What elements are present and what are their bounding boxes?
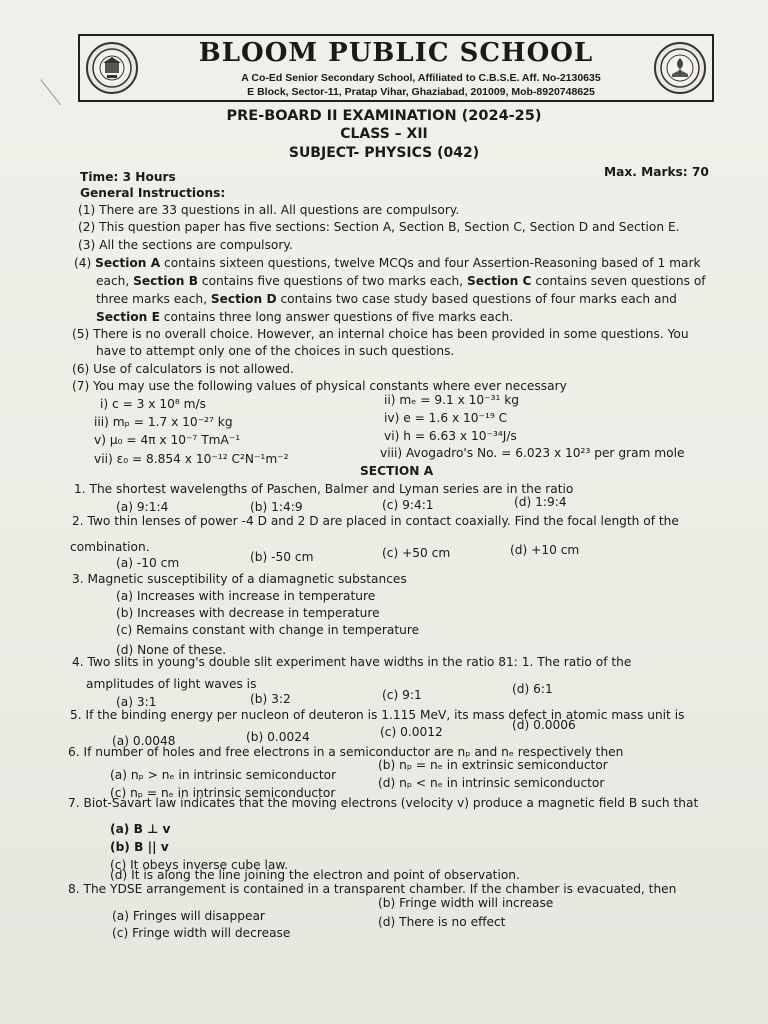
constant-c: i) c = 3 x 10⁸ m/s [100,397,206,411]
q8-option-d: (d) There is no effect [378,915,506,929]
constant-e: iv) e = 1.6 x 10⁻¹⁹ C [384,411,508,425]
question-2-line-2: combination. [70,540,150,554]
question-6: 6. If number of holes and free electrons in a semiconductor are nₚ and nₑ respectively then [68,745,624,759]
q5-option-b: (b) 0.0024 [246,730,310,744]
q2-option-a: (a) -10 cm [116,556,180,570]
question-3: 3. Magnetic susceptibility of a diamagnetic substances [72,572,407,586]
q6-option-d: (d) nₚ < nₑ in intrinsic semiconductor [378,776,605,790]
constant-eps0: vii) ε₀ = 8.854 x 10⁻¹² C²N⁻¹m⁻² [94,452,289,466]
question-5: 5. If the binding energy per nucleon of deuteron is 1.115 MeV, its mass defect in atomic mass unit is [70,708,685,722]
q1-option-c: (c) 9:4:1 [382,498,434,512]
instruction-7: (7) You may use the following values of physical constants where ever necessary [72,379,567,393]
q3-option-d: (d) None of these. [116,643,227,657]
instruction-4-text-a: contains sixteen questions, twelve MCQs and four Assertion-Reasoning based of 1 mark [160,256,701,270]
section-a-title: SECTION A [360,464,434,478]
class-title: CLASS – XII [340,126,428,142]
q3-option-c: (c) Remains constant with change in temperature [116,623,420,637]
q6-option-c: (c) nₚ = nₑ in intrinsic semiconductor [110,786,336,800]
instruction-4-text-c-post: contains two case study based questions of four marks each and [276,292,677,306]
q1-option-b: (b) 1:4:9 [250,500,303,514]
q3-option-b: (b) Increases with decrease in temperature [116,606,380,620]
school-name: BLOOM PUBLIC SCHOOL [198,38,594,68]
q6-option-a: (a) nₚ > nₑ in intrinsic semiconductor [110,768,337,782]
instruction-4-line-1 [74,256,701,270]
constant-mu0: v) μ₀ = 4π x 10⁻⁷ TmA⁻¹ [94,433,241,447]
question-2-line-1: 2. Two thin lenses of power -4 D and 2 D are placed in contact coaxially. Find the focal length of the [72,514,679,528]
constant-me: ii) mₑ = 9.1 x 10⁻³¹ kg [384,393,520,407]
q5-option-c: (c) 0.0012 [380,725,443,739]
instruction-1: (1) There are 33 questions in all. All questions are compulsory. [78,203,460,217]
q7-option-b: (b) B || v [110,840,169,854]
school-affiliation: A Co-Ed Senior Secondary School, Affiliated to C.B.S.E. Aff. No-2130635 [241,72,601,84]
instruction-4-text-c-pre: three marks each, [96,292,211,306]
school-header [78,34,714,102]
q2-option-c: (c) +50 cm [382,546,451,560]
q8-option-b: (b) Fringe width will increase [378,896,554,910]
q5-option-d: (d) 0.0006 [512,718,576,732]
q4-option-b: (b) 3:2 [250,692,291,706]
exam-title: PRE-BOARD II EXAMINATION (2024-25) [226,108,542,124]
q7-option-a: (a) B ⊥ v [110,822,171,836]
instruction-6: (6) Use of calculators is not allowed. [72,362,294,376]
instruction-4-section-d: Section D [210,292,277,306]
instructions-title: General Instructions: [80,186,226,200]
instruction-4-text-d-post: contains three long answer questions of five marks each. [159,310,514,324]
instruction-3: (3) All the sections are compulsory. [78,238,293,252]
q8-option-a: (a) Fringes will disappear [112,909,265,923]
q1-option-a: (a) 9:1:4 [116,500,169,514]
q6-option-b: (b) nₚ = nₑ in extrinsic semiconductor [378,758,608,772]
q4-option-a: (a) 3:1 [116,695,157,709]
instruction-4-text-b-post: contains seven questions of [531,274,706,288]
instruction-4-section-c: Section C [466,274,532,288]
q2-option-b: (b) -50 cm [250,550,314,564]
q3-option-a: (a) Increases with increase in temperature [116,589,376,603]
max-marks-label: Max. Marks: 70 [604,165,709,179]
question-1: 1. The shortest wavelengths of Paschen, Balmer and Lyman series are in the ratio [74,482,574,496]
q1-option-d: (d) 1:9:4 [514,495,567,509]
instruction-4-section-a: Section A [95,256,161,270]
constant-avogadro: viii) Avogadro's No. = 6.023 x 10²³ per gram mole [380,446,685,460]
question-4-line-2: amplitudes of light waves is [86,677,257,691]
paper-fold-mark [40,67,76,105]
q2-option-d: (d) +10 cm [510,543,580,557]
subject-title: SUBJECT- PHYSICS (042) [288,145,480,161]
instruction-4-line-3 [96,292,677,306]
instruction-5-line-2: have to attempt only one of the choices in such questions. [96,344,455,358]
constant-mp: iii) mₚ = 1.7 x 10⁻²⁷ kg [94,415,233,429]
q7-option-d: (d) It is along the line joining the electron and point of observation. [110,868,520,882]
school-address: E Block, Sector-11, Pratap Vihar, Ghaziabad, 201009, Mob-8920748625 [247,86,595,98]
question-4-line-1: 4. Two slits in young's double slit experiment have widths in the ratio 81: 1. The ratio of the [72,655,632,669]
q7-option-c: (c) It obeys inverse cube law. [110,858,289,872]
instruction-4-section-b: Section B [133,274,198,288]
q4-option-c: (c) 9:1 [382,688,422,702]
q5-option-a: (a) 0.0048 [112,734,176,748]
q4-option-d: (d) 6:1 [512,682,553,696]
question-8: 8. The YDSE arrangement is contained in a transparent chamber. If the chamber is evacuated, then [68,882,677,896]
instruction-2: (2) This question paper has five sections: Section A, Section B, Section C, Section D and Section E. [78,220,680,234]
instruction-4-text-b-pre: each, [96,274,134,288]
instruction-4-number: (4) [74,256,92,270]
constant-h: vi) h = 6.63 x 10⁻³⁴J/s [384,429,517,443]
instruction-4-line-4 [96,310,513,324]
instruction-4-line-2 [96,274,706,288]
time-label: Time: 3 Hours [80,170,176,184]
q8-option-c: (c) Fringe width will decrease [112,926,291,940]
instruction-4-section-e: Section E [96,310,160,324]
instruction-5-line-1: (5) There is no overall choice. However, an internal choice has been provided in some questions. You [72,327,689,341]
question-7: 7. Biot-Savart law indicates that the moving electrons (velocity v) produce a magnetic field B such that [68,796,699,810]
instruction-4-text-b-mid: contains five questions of two marks each, [198,274,467,288]
